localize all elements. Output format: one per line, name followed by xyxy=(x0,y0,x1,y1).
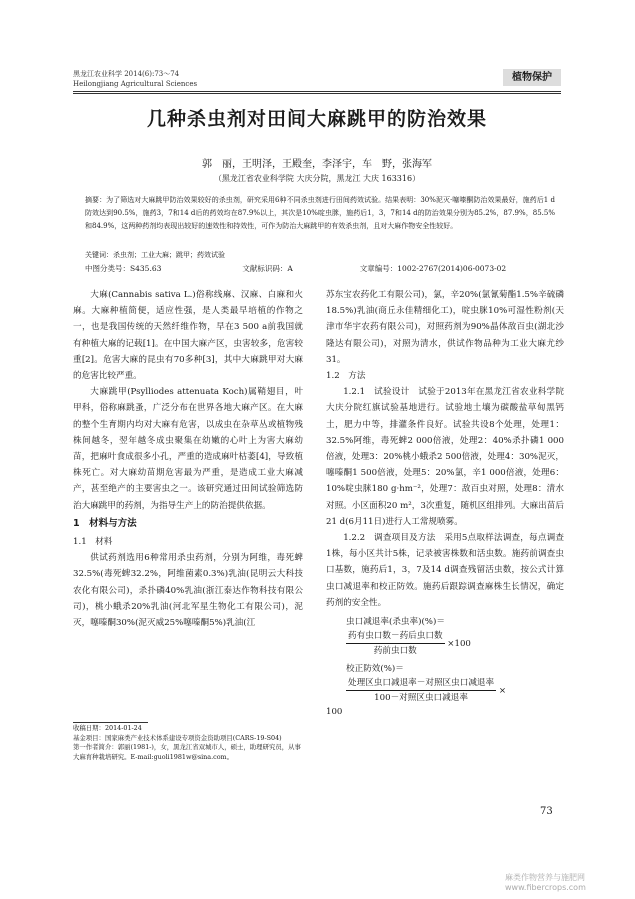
formula-1-numerator: 药有虫口数－药后虫口数 xyxy=(346,629,445,644)
received-date: 收稿日期：2014-01-24 xyxy=(73,724,142,732)
watermark: 麻类作物营养与施肥网 www.fibercrops.com xyxy=(505,873,586,892)
formula-1-multiplier: ×100 xyxy=(447,639,471,650)
design-text: 试验于2013年在黑龙江省农业科学院大庆分院红旗试验基地进行。试验地土壤为碳酸盐草甸黑钙土，肥力中等，排灌条件良好。试验共设8个处理，处理1：32.5%阿维，毒死蜱2 000倍液，处理2：40%杀扑磷1 000倍液，处理3：20%桃小蛾杀2 500倍液，处理4：30%泥灭，噻嗪酮1 500倍液，处理5：20%氯，辛1 000倍液，处理6：10%啶虫脒180 g·hm⁻²，处理7：敌百虫对照，处理8：清水对照。小区面积20 m²，3次重复，随机区组排列。大麻出苗后21 d(6月11日)进行人工常规喷雾。 xyxy=(326,387,564,527)
intro-paragraph-1: 大麻(Cannabis sativa L.)俗称线麻、汉麻、白麻和火麻。大麻种植简便，适应性强，是人类最早培植的作物之一，也是我国传统的天然纤维作物，早在3 500 a前我国就有种植大麻的记载[1]。在中国大麻产区，虫害较多，危害较重[2]。危害大麻的昆虫有70多种[3]，其中大麻跳甲对大麻的危害比较严重。 xyxy=(73,290,303,382)
formula-2-multiplier: × xyxy=(498,686,507,697)
formula-1-fraction xyxy=(346,629,445,658)
section-heading-1-2: 1.2 方法 xyxy=(326,371,366,382)
running-header xyxy=(73,69,197,89)
section-heading-1-2-2: 1.2.2 调查项目及方法 xyxy=(343,533,436,544)
intro-paragraph-2: 大麻跳甲(Psylliodes attenuata Koch)属鞘翅目，叶甲科，俗称麻跳蚤，广泛分布在世界各地大麻产区。在大麻的整个生育期内均对大麻有危害，以成虫在杂草丛或植物残株间越冬，翌年越冬成虫聚集在幼嫩的心叶上为害大麻幼苗，把麻叶食成很多小孔，严重的造成麻叶枯萎[4]，导致植株死亡。对大麻幼苗期危害最为严重，是造成工业大麻减产，甚至绝产的主要害虫之一。该研究通过田间试验筛选防治大麻跳甲的药剂，为指导生产上的防治提供依据。 xyxy=(73,387,303,511)
right-column xyxy=(326,287,564,719)
page-number: 73 xyxy=(540,806,553,817)
formula-1-denominator: 药前虫口数 xyxy=(373,646,417,657)
fund-info: 基金项目：国家麻类产业技术体系建设专项资金资助项目(CARS-19-S04) xyxy=(73,733,282,742)
formula-2-lhs: 校正防效(%)＝ xyxy=(346,664,404,675)
section-tag: 植物保护 xyxy=(503,69,561,86)
document-code: 文献标识码：A xyxy=(242,264,293,273)
header-rule-2 xyxy=(73,93,561,94)
footnote-rule xyxy=(73,722,148,723)
affiliation: （黑龙江省农业科学院 大庆分院，黑龙江 大庆 163316） xyxy=(213,174,421,183)
survey-text: 采用5点取样法调查，每点调查1株，每小区共计5株，记录被害株数和活虫数。施药前调查虫口基数，施药后1，3，7及14 d调查残留活虫数，按公式计算虫口减退率和校正防效。施药后跟踪调查麻株生长情况，确定药剂的安全性。 xyxy=(326,533,564,608)
formula-2-tail: 100 xyxy=(326,707,343,718)
authors: 郭 丽，王明泽，王殿奎，李泽宇，车 野，张海军 xyxy=(202,159,432,170)
paper-title: 几种杀虫剂对田间大麻跳甲的防治效果 xyxy=(146,108,487,130)
survey-paragraph xyxy=(326,530,564,611)
footnote xyxy=(73,724,303,762)
section-heading-1-1: 1.1 材料 xyxy=(73,537,113,548)
formula-1-lhs: 虫口减退率(杀虫率)(%)＝ xyxy=(346,617,445,628)
formula-2-fraction xyxy=(346,676,496,705)
formula-2-numerator: 处理区虫口减退率－对照区虫口减退率 xyxy=(346,676,496,691)
formula-corrected-efficacy xyxy=(326,662,564,719)
journal-en: Heilongjiang Agricultural Sciences xyxy=(73,80,198,88)
header-rule xyxy=(73,91,561,92)
author-bio: 第一作者简介：郭丽(1981-)，女，黑龙江省双城市人，硕士，助理研究员，从事大麻育种栽培研究。E-mail:guoli1981w@sina.com。 xyxy=(73,743,301,761)
abstract: 摘要：为了筛选对大麻跳甲防治效果较好的杀虫剂，研究采用6种不同杀虫剂进行田间药效试验。结果表明：30%泥灭·噻嗪酮防治效果最好，施药后1 d防效达到90.5%，施药3，7和14 d后的药效均在87.9%以上，其次是10%啶虫脒，施药后1，3，7和14 d的防治效果分别为85.2%，87.9%，85.5%和84.9%，这两种药剂均表现出较好的速效性和持效性，可作为防治大麻跳甲的有效杀虫剂，且对大麻作物安全性较好。 xyxy=(85,196,555,230)
formula-reduction-rate xyxy=(326,615,564,658)
classification-line xyxy=(85,263,555,274)
article-number: 文章编号：1002-2767(2014)06-0073-02 xyxy=(359,264,507,273)
materials-paragraph-cont: 苏东宝农药化工有限公司)，氯，辛20%(氯氰菊酯1.5%辛硫磷18.5%)乳油(商丘永佳精细化工)，啶虫脒10%可湿性粉剂(天津市华宇农药有限公司)，对照药剂为90%晶体敌百虫(湖北沙隆达有限公司)，对照为清水，供试作物品种为工业大麻尤纱31。 xyxy=(326,290,564,365)
keywords: 关键词：杀虫剂；工业大麻；跳甲；药效试验 xyxy=(85,251,225,259)
materials-paragraph: 供试药剂选用6种常用杀虫药剂，分别为阿维，毒死蜱32.5%(毒死蜱32.2%，阿维菌素0.3%)乳油(昆明云大科技农化有限公司)，杀扑磷40%乳油(浙江泰达作物科技有限公司)，桃小蛾杀20%乳油(河北军星生物化工有限公司)，泥灭，噻嗪酮30%(泥灭威25%噻嗪酮5%)乳油(江 xyxy=(73,553,303,629)
formula-2-denominator: 100－对照区虫口减退率 xyxy=(374,693,468,704)
clc-number: 中图分类号：S435.63 xyxy=(85,264,162,273)
design-paragraph xyxy=(326,384,564,530)
journal-cn: 黑龙江农业科学 2014(6):73～74 xyxy=(73,70,180,78)
section-heading-1-2-1: 1.2.1 试验设计 xyxy=(343,387,410,398)
section-heading-1: 1 材料与方法 xyxy=(73,517,137,529)
left-column xyxy=(73,287,303,631)
